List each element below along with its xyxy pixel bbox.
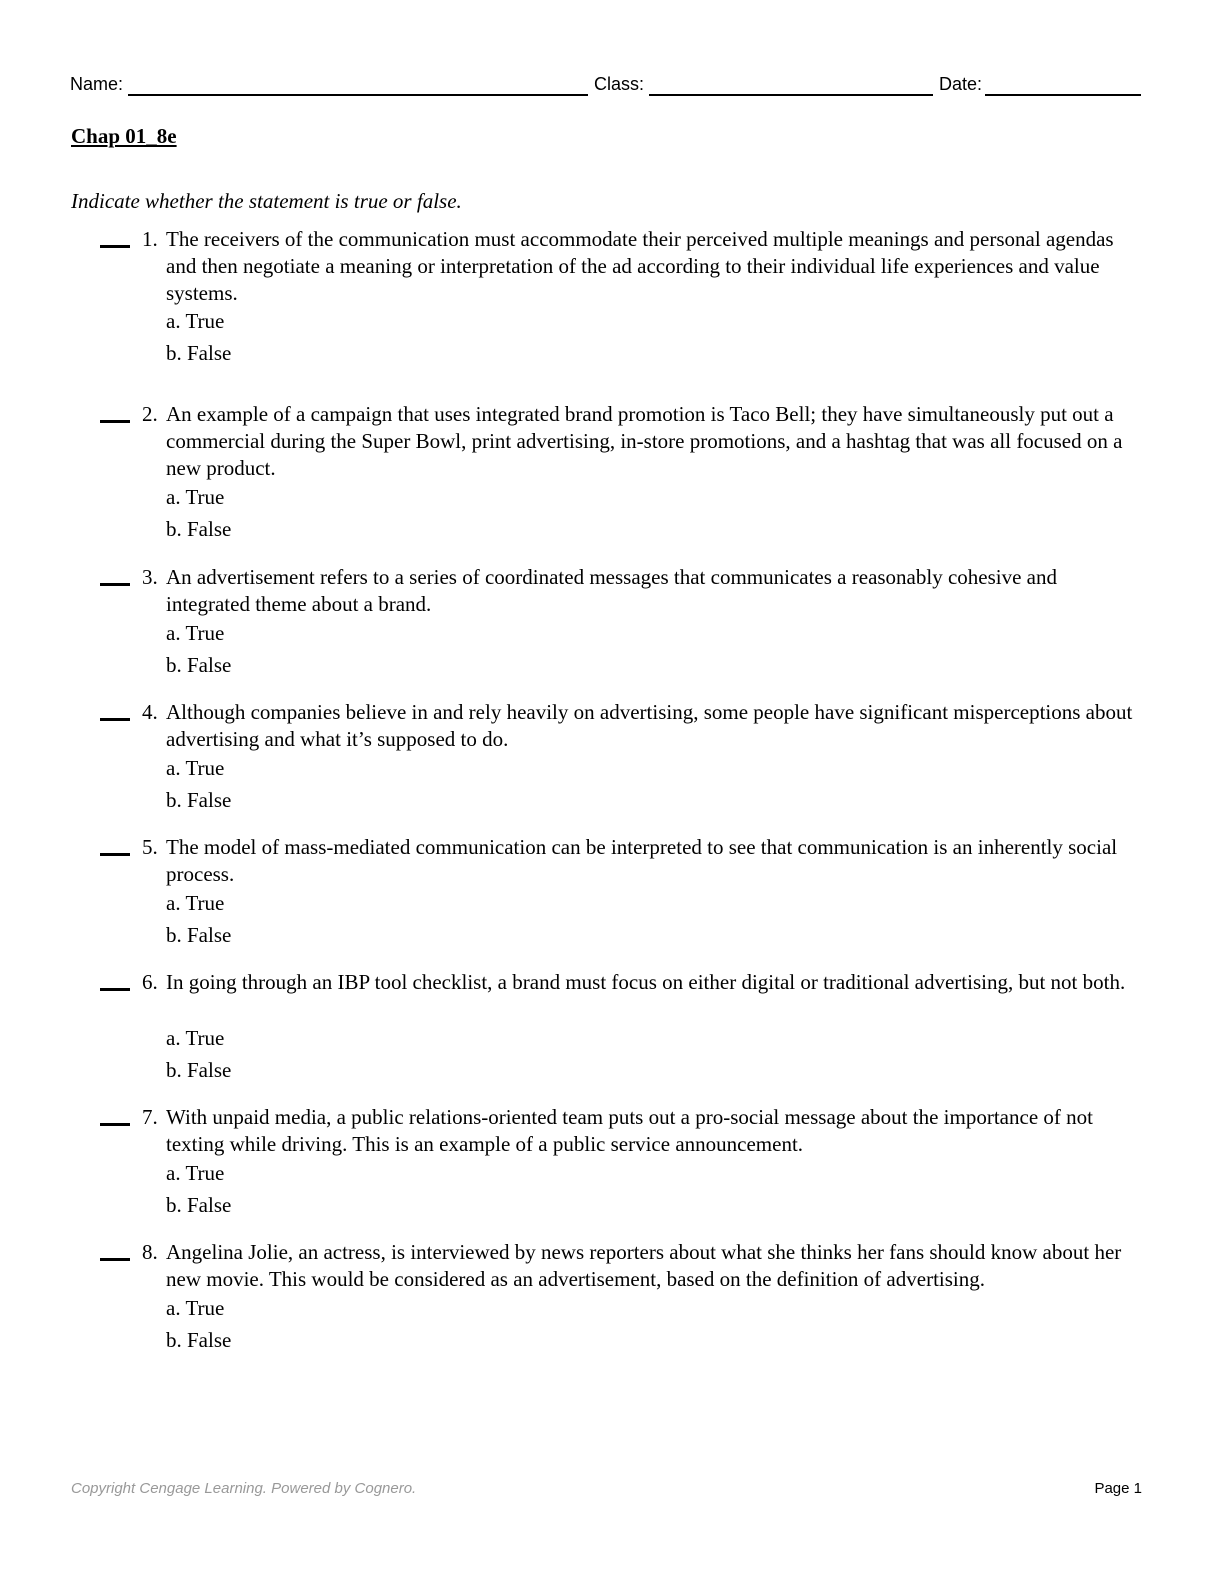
- question-text: Angelina Jolie, an actress, is interviewed by news reporters about what she thinks her fans should know about her new movie. This would be considered as an advertisement, based on the definition of advertising.: [166, 1240, 1122, 1291]
- date-field[interactable]: [985, 94, 1141, 96]
- question-text: Although companies believe in and rely heavily on advertising, some people have significant misperceptions about advertising and what it’s supposed to do.: [166, 700, 1133, 751]
- option-true[interactable]: a. True: [166, 1161, 225, 1185]
- name-field[interactable]: [128, 94, 588, 96]
- option-true[interactable]: a. True: [166, 621, 225, 645]
- option-false[interactable]: b. False: [166, 923, 232, 947]
- answer-blank[interactable]: [100, 1258, 130, 1261]
- answer-blank[interactable]: [100, 988, 130, 991]
- question-number: 7.: [142, 1105, 158, 1129]
- option-false[interactable]: b. False: [166, 341, 232, 365]
- question-number: 5.: [142, 835, 158, 859]
- question-text: The model of mass-mediated communication can be interpreted to see that communication is an inherently social process.: [166, 835, 1118, 886]
- question-number: 2.: [142, 402, 158, 426]
- question-number: 4.: [142, 700, 158, 724]
- option-false[interactable]: b. False: [166, 788, 232, 812]
- option-true[interactable]: a. True: [166, 1026, 225, 1050]
- class-field[interactable]: [649, 94, 933, 96]
- page-number: Page 1: [1094, 1480, 1142, 1497]
- question-text: The receivers of the communication must accommodate their perceived multiple meanings and personal agendas and then negotiate a meaning or interpretation of the ad according to their individual life experiences and value systems.: [166, 227, 1114, 305]
- answer-blank[interactable]: [100, 420, 130, 423]
- option-true[interactable]: a. True: [166, 891, 225, 915]
- question-text: An advertisement refers to a series of coordinated messages that communicates a reasonably cohesive and integrated theme about a brand.: [166, 565, 1058, 616]
- name-label: Name:: [70, 74, 124, 94]
- question-number: 1.: [142, 227, 158, 251]
- option-true[interactable]: a. True: [166, 756, 225, 780]
- answer-blank[interactable]: [100, 853, 130, 856]
- chapter-title: Chap 01_8e: [71, 124, 177, 148]
- option-true[interactable]: a. True: [166, 1296, 225, 1320]
- date-label: Date:: [939, 74, 983, 94]
- instructions: Indicate whether the statement is true or false.: [71, 189, 462, 213]
- question-number: 3.: [142, 565, 158, 589]
- answer-blank[interactable]: [100, 583, 130, 586]
- student-info-header: [70, 72, 1142, 98]
- question-text: In going through an IBP tool checklist, a brand must focus on either digital or traditional advertising, but not both.: [166, 970, 1126, 994]
- option-false[interactable]: b. False: [166, 517, 232, 541]
- question-text: An example of a campaign that uses integrated brand promotion is Taco Bell; they have simultaneously put out a commercial during the Super Bowl, print advertising, in-store promotions, and a hashtag that was all focused on a new product.: [166, 402, 1123, 480]
- option-false[interactable]: b. False: [166, 1328, 232, 1352]
- option-false[interactable]: b. False: [166, 653, 232, 677]
- answer-blank[interactable]: [100, 1123, 130, 1126]
- option-true[interactable]: a. True: [166, 485, 225, 509]
- answer-blank[interactable]: [100, 718, 130, 721]
- question-text: With unpaid media, a public relations-oriented team puts out a pro-social message about the importance of not texting while driving. This is an example of a public service announcement.: [166, 1105, 1093, 1156]
- question-number: 6.: [142, 970, 158, 994]
- answer-blank[interactable]: [100, 245, 130, 248]
- option-false[interactable]: b. False: [166, 1058, 232, 1082]
- question-number: 8.: [142, 1240, 158, 1264]
- copyright-notice: Copyright Cengage Learning. Powered by Cognero.: [71, 1480, 417, 1497]
- class-label: Class:: [594, 74, 645, 94]
- option-true[interactable]: a. True: [166, 309, 225, 333]
- option-false[interactable]: b. False: [166, 1193, 232, 1217]
